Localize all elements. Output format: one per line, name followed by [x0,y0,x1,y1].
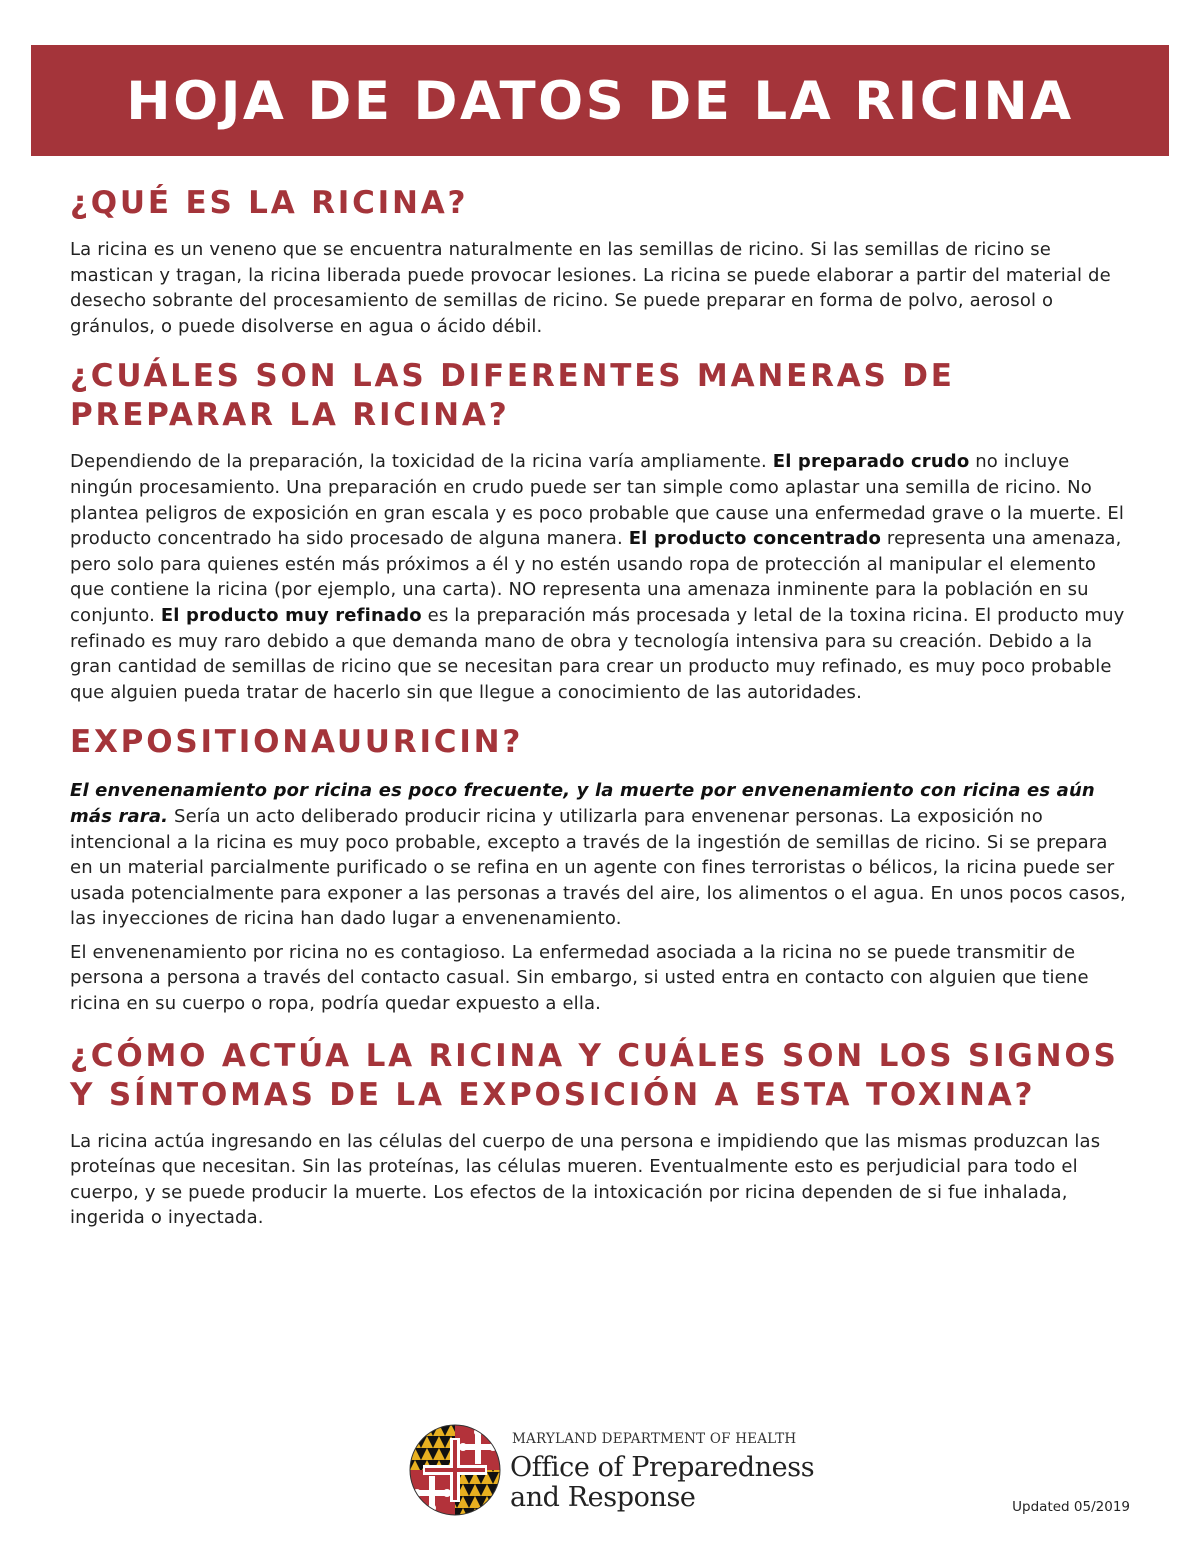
updated-date: Updated 05/2019 [1012,1499,1130,1515]
text-run: no incluye ningún procesamiento. Una preparación en crudo puede ser tan simple como aplastar una semilla de ricino. No plantea peligros de exposición en gran escala y es poco probable que cause una enfermedad grave o la muerte. El producto concentrado ha sido procesado de alguna manera. [70,451,1125,550]
text-run: representa una amenaza, pero solo para quienes estén más próximos a él y no estén usando ropa de protección al manipular el elemento que contiene la ricina (por ejemplo, una carta). NO representa una amenaza inminente para la población en su conjunto. [70,528,1122,626]
text-run: La ricina es un veneno que se encuentra naturalmente en las semillas de ricino. Si las semillas de ricino se mastican y tragan, la ricina liberada puede provocar lesiones. La ricina se puede elaborar a partir del material de desecho sobrante del procesamiento de semillas de ricino. Se puede preparar en forma de polvo, aerosol o gránulos, o puede disolverse en agua o ácido débil. [70,239,1111,337]
section-paragraph [70,778,1132,932]
text-run: El producto concentrado [628,528,882,550]
title-banner [31,45,1169,156]
text-run: El preparado crudo [772,451,970,473]
text-run: El envenenamiento por ricina no es contagioso. La enfermedad asociada a la ricina no se puede transmitir de persona a persona a través del contacto casual. Sin embargo, si usted entra en contacto con alguien que tiene ricina en su cuerpo o ropa, podría quedar expuesto a ella. [70,941,1089,1015]
text-run: La ricina actúa ingresando en las células del cuerpo de una persona e impidiendo que las mismas produzcan las proteínas que necesitan. Sin las proteínas, las células mueren. Eventualmente esto es perjudicial para todo el cuerpo, y se puede producir la muerte. Los efectos de la intoxicación por ricina dependen de si fue inhalada, ingerida o inyectada. [70,1130,1101,1229]
text-run: El envenenamiento por ricina es poco frecuente, y la muerte por envenenamiento con ricina es aún más rara. [70,780,1095,827]
text-run: El producto muy refinado [160,604,422,626]
page-title: HOJA DE DATOS DE LA RICINA [126,71,1074,132]
section-paragraph [70,237,1132,339]
maryland-flag-seal-icon [409,1424,501,1516]
document-body [70,184,1132,1231]
section-heading-preparation: ¿CUÁLES SON LAS DIFERENTES MANERAS DE PREPARAR LA RICINA? [70,358,955,434]
org-office-line1: Office of Preparedness [510,1452,815,1483]
section-heading-what-is-ricin: ¿QUÉ ES LA RICINA? [70,185,469,221]
section-paragraph [70,940,1132,1017]
section-heading-symptoms: ¿CÓMO ACTÚA LA RICINA Y CUÁLES SON LOS SIGNOS Y SÍNTOMAS DE LA EXPOSICIÓN A ESTA TOXINA? [70,1037,1119,1113]
section-heading-exposition: EXPOSITIONAUURICIN? [70,724,524,761]
section-paragraph [70,1129,1132,1231]
text-run: Sería un acto deliberado producir ricina y utilizarla para envenenar personas. La exposición no intencional a la ricina es muy poco probable, excepto a través de la ingestión de semillas de ricino. Si se prepara en un material parcialmente purificado o se refina en un agente con fines terroristas o bélicos, la ricina puede ser usada potencialmente para exponer a las personas a través del aire, los alimentos o el agua. En unos pocos casos, las inyecciones de ricina han dado lugar a envenenamiento. [70,805,1126,930]
text-run: es la preparación más procesada y letal de la toxina ricina. El producto muy refinado es muy raro debido a que demanda mano de obra y tecnología intensiva para su creación. Debido a la gran cantidad de semillas de ricino que se necesitan para crear un producto muy refinado, es muy poco probable que alguien pueda tratar de hacerlo sin que llegue a conocimiento de las autoridades. [70,604,1125,703]
org-office-line2: and Response [510,1482,696,1513]
org-department: MARYLAND DEPARTMENT OF HEALTH [512,1431,797,1447]
mdh-logo [409,1424,815,1516]
text-run: Dependiendo de la preparación, la toxicidad de la ricina varía ampliamente. [70,451,773,473]
section-paragraph [70,449,1132,705]
